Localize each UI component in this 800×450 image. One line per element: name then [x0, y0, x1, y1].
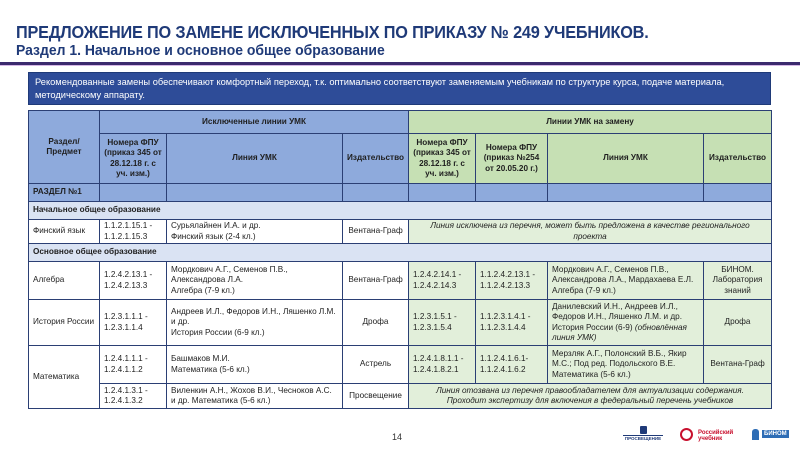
publisher-cell: Вентана-Граф	[343, 220, 409, 244]
table-row	[29, 384, 772, 409]
fpu-cell: 1.2.4.1.1.1 - 1.2.4.1.1.2	[100, 346, 167, 384]
russian-textbook-icon	[680, 428, 693, 441]
line-cell: Башмаков М.И. Математика (5-6 кл.)	[167, 346, 343, 384]
table-row	[29, 300, 772, 346]
header-subject: Раздел/ Предмет	[29, 111, 100, 184]
group-row	[29, 202, 772, 220]
section-label: РАЗДЕЛ №1	[29, 184, 100, 202]
new-publisher-cell: БИНОМ. Лаборатория знаний	[704, 262, 772, 300]
line-cell: Виленкин А.Н., Жохов В.И., Чесноков А.С. и др. Математика (5-6 кл.)	[167, 384, 343, 409]
line-cell: Андреев И.Л., Федоров И.Н., Ляшенко Л.М. и др. История России (6-9 кл.)	[167, 300, 343, 346]
page-title: ПРЕДЛОЖЕНИЕ ПО ЗАМЕНЕ ИСКЛЮЧЕННЫХ ПО ПРИКАЗУ № 249 УЧЕБНИКОВ.	[16, 22, 649, 42]
new-fpu-345-cell: 1.2.3.1.5.1 - 1.2.3.1.5.4	[409, 300, 476, 346]
prosveshchenie-icon	[640, 426, 647, 434]
publisher-cell: Дрофа	[343, 300, 409, 346]
new-fpu-345-cell: 1.2.4.1.8.1.1 - 1.2.4.1.8.2.1	[409, 346, 476, 384]
new-line-cell: Мерзляк А.Г., Полонский В.Б., Якир М.С.; Под ред. Подольского В.Е. Математика (5-6 кл.)	[548, 346, 704, 384]
header-new-fpu-254: Номера ФПУ (приказ №254 от 20.05.20 г.)	[476, 134, 548, 184]
replacement-table	[28, 110, 772, 409]
group-primary: Начальное общее образование	[29, 202, 772, 220]
subject-cell: История России	[29, 300, 100, 346]
prosveshchenie-logo: ПРОСВЕЩЕНИЕ	[623, 426, 663, 441]
new-publisher-cell: Вентана-Граф	[704, 346, 772, 384]
table-row	[29, 220, 772, 244]
new-fpu-254-cell: 1.1.2.4.1.6.1- 1.1.2.4.1.6.2	[476, 346, 548, 384]
group-row	[29, 244, 772, 262]
header-publisher: Издательство	[343, 134, 409, 184]
header-new-publisher: Издательство	[704, 134, 772, 184]
subject-cell: Финский язык	[29, 220, 100, 244]
table-row	[29, 346, 772, 384]
header-fpu-345: Номера ФПУ (приказ 345 от 28.12.18 г. с уч. изм.)	[100, 134, 167, 184]
info-banner: Рекомендованные замены обеспечивают комфортный переход, т.к. оптимально соответствуют заменяемым учебникам по структуре курса, подаче материала, методическому аппарату.	[28, 72, 771, 105]
line-cell: Сурьялайнен И.А. и др. Финский язык (2-4 кл.)	[167, 220, 343, 244]
new-line-cell: Мордкович А.Г., Семенов П.В., Александрова Л.А., Мардахаева Е.Л. Алгебра (7-9 кл.)	[548, 262, 704, 300]
fpu-cell: 1.2.4.1.3.1 - 1.2.4.1.3.2	[100, 384, 167, 409]
note-cell: Линия отозвана из перечня правообладателем для актуализации содержания. Проходит экспертизу для включения в федеральный перечень учебников	[409, 384, 772, 409]
header-excluded-group: Исключенные линии УМК	[100, 111, 409, 134]
line-cell: Мордкович А.Г., Семенов П.В., Александрова Л.А. Алгебра (7-9 кл.)	[167, 262, 343, 300]
table-row	[29, 262, 772, 300]
new-fpu-345-cell: 1.2.4.2.14.1 - 1.2.4.2.14.3	[409, 262, 476, 300]
note-cell: Линия исключена из перечня, может быть предложена в качестве регионального проекта	[409, 220, 772, 244]
section-row	[29, 184, 772, 202]
footer-logos: ПРОСВЕЩЕНИЕ Российский учебник БИНОМ	[620, 424, 800, 446]
fpu-cell: 1.2.4.2.13.1 - 1.2.4.2.13.3	[100, 262, 167, 300]
page-subtitle: Раздел 1. Начальное и основное общее образование	[16, 42, 385, 59]
fpu-cell: 1.1.2.1.15.1 - 1.1.2.1.15.3	[100, 220, 167, 244]
header-new-line: Линия УМК	[548, 134, 704, 184]
new-fpu-254-cell: 1.1.2.3.1.4.1 - 1.1.2.3.1.4.4	[476, 300, 548, 346]
header-new-fpu-345: Номера ФПУ (приказ 345 от 28.12.18 г. с уч. изм.)	[409, 134, 476, 184]
new-publisher-cell: Дрофа	[704, 300, 772, 346]
fpu-cell: 1.2.3.1.1.1 - 1.2.3.1.1.4	[100, 300, 167, 346]
new-line-cell: Данилевский И.Н., Андреев И.Л., Федоров И.Н., Ляшенко Л.М. и др. История России (6-9) (обновлённая линия УМК)	[548, 300, 704, 346]
publisher-cell: Астрель	[343, 346, 409, 384]
title-divider-accent	[0, 65, 800, 66]
publisher-cell: Вентана-Граф	[343, 262, 409, 300]
binom-icon	[752, 429, 759, 440]
page-number: 14	[392, 432, 403, 442]
group-basic: Основное общее образование	[29, 244, 772, 262]
new-fpu-254-cell: 1.1.2.4.2.13.1 - 1.1.2.4.2.13.3	[476, 262, 548, 300]
publisher-cell: Просвещение	[343, 384, 409, 409]
header-replacement-group: Линии УМК на замену	[409, 111, 772, 134]
subject-cell: Алгебра	[29, 262, 100, 300]
header-line: Линия УМК	[167, 134, 343, 184]
subject-cell: Математика	[29, 346, 100, 409]
